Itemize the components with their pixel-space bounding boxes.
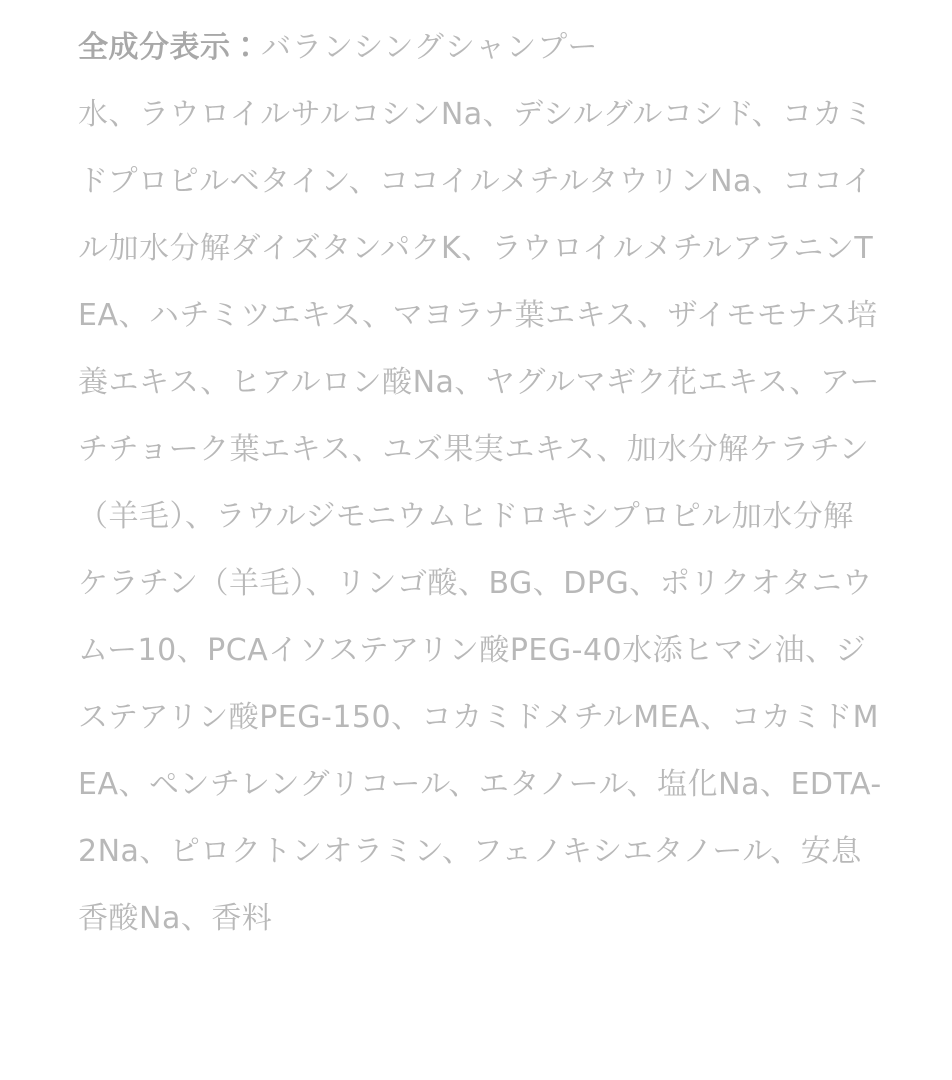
product-name: バランシングシャンプー (261, 30, 599, 65)
full-ingredients-list (78, 14, 882, 952)
ingredients-heading-label: 全成分表示： (78, 30, 261, 65)
ingredients-text: 水、ラウロイルサルコシンNa、デシルグルコシド、コカミドプロピルベタイン、ココイルメチルタウリンNa、ココイル加水分解ダイズタンパクK、ラウロイルメチルアラニンTEA、ハチミツエキス、マヨラナ葉エキス、ザイモモナス培養エキス、ヒアルロン酸Na、ヤグルマギク花エキス、アーチチョーク葉エキス、ユズ果実エキス、加水分解ケラチン（羊毛）、ラウルジモニウムヒドロキシプロピル加水分解ケラチン（羊毛）、リンゴ酸、BG、DPG、ポリクオタニウムー10、PCAイソステアリン酸PEG-40水添ヒマシ油、ジステアリン酸PEG-150、コカミドメチルMEA、コカミドMEA、ペンチレングリコール、エタノール、塩化Na、EDTA-2Na、ピロクトンオラミン、フェノキシエタノール、安息香酸Na、香料 (78, 97, 882, 936)
